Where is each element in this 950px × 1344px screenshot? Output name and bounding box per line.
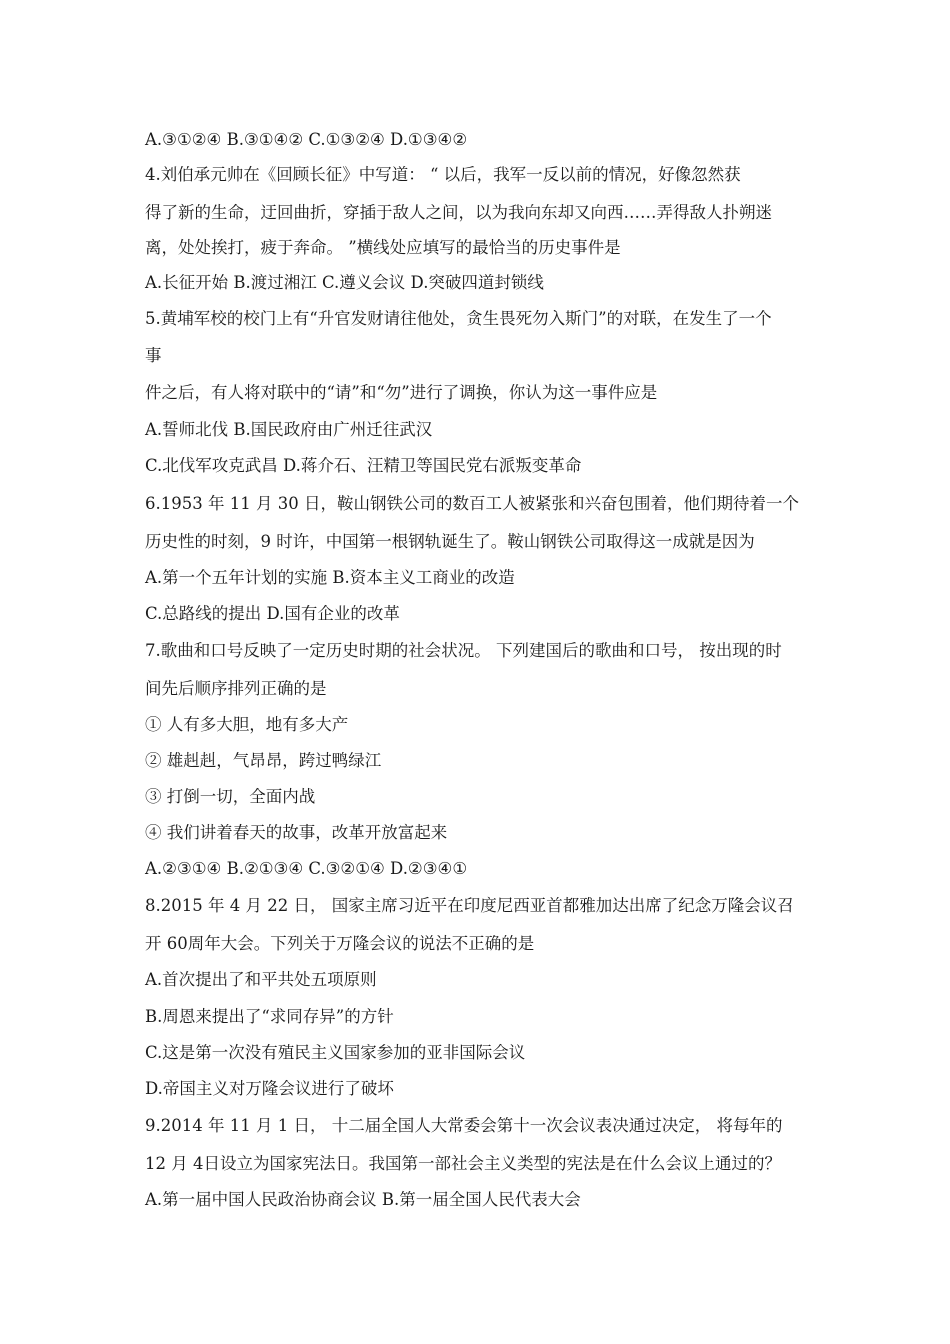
- text-line: 开 60周年大会。下列关于万隆会议的说法不正确的是: [145, 934, 535, 953]
- text-line: A.②③①④ B.②①③④ C.③②①④ D.②③④①: [145, 859, 468, 878]
- text-line: A.③①②④ B.③①④② C.①③②④ D.①③④②: [145, 130, 468, 149]
- text-line: 得了新的生命，迂回曲折，穿插于敌人之间，以为我向东却又向西……弄得敌人扑朔迷: [145, 203, 772, 222]
- text-line: C.北伐军攻克武昌 D.蒋介石、汪精卫等国民党右派叛变革命: [145, 456, 582, 475]
- text-line: A.首次提出了和平共处五项原则: [145, 970, 377, 989]
- text-line: 6.1953 年 11 月 30 日，鞍山钢铁公司的数百工人被紧张和兴奋包围着，他们期待着一个: [145, 494, 799, 513]
- text-line: ③ 打倒一切，全面内战: [145, 787, 316, 806]
- text-line: A.誓师北伐 B.国民政府由广州迁往武汉: [145, 420, 433, 439]
- text-line: A.第一个五年计划的实施 B.资本主义工商业的改造: [145, 568, 515, 587]
- text-line: 12 月 4日设立为国家宪法日。我国第一部社会主义类型的宪法是在什么会议上通过的？: [145, 1154, 781, 1173]
- text-line: A.第一届中国人民政治协商会议 B.第一届全国人民代表大会: [145, 1190, 581, 1209]
- text-line: ④ 我们讲着春天的故事，改革开放富起来: [145, 823, 448, 842]
- text-line: 事: [145, 346, 162, 365]
- text-line: C.总路线的提出 D.国有企业的改革: [145, 604, 400, 623]
- text-line: ② 雄赳赳，气昂昂，跨过鸭绿江: [145, 751, 382, 770]
- text-line: 4.刘伯承元帅在《回顾长征》中写道： “ 以后，我军一反以前的情况，好像忽然获: [145, 165, 741, 184]
- text-line: D.帝国主义对万隆会议进行了破坏: [145, 1079, 394, 1098]
- text-line: 8.2015 年 4 月 22 日， 国家主席习近平在印度尼西亚首都雅加达出席了纪念万隆会议召: [145, 896, 794, 915]
- text-line: B.周恩来提出了“求同存异”的方针: [145, 1007, 394, 1026]
- text-line: 历史性的时刻，9 时许，中国第一根钢轨诞生了。鞍山钢铁公司取得这一成就是因为: [145, 532, 755, 551]
- text-line: 7.歌曲和口号反映了一定历史时期的社会状况。 下列建国后的歌曲和口号， 按出现的时: [145, 641, 782, 660]
- text-line: A.长征开始 B.渡过湘江 C.遵义会议 D.突破四道封锁线: [145, 273, 544, 292]
- text-line: 5.黄埔军校的校门上有“升官发财请往他处，贪生畏死勿入斯门”的对联，在发生了一个: [145, 309, 772, 328]
- text-line: 件之后，有人将对联中的“请”和“勿”进行了调换，你认为这一事件应是: [145, 383, 658, 402]
- text-line: 间先后顺序排列正确的是: [145, 679, 327, 698]
- text-line: 离，处处挨打，疲于奔命。 ”横线处应填写的最恰当的历史事件是: [145, 238, 621, 257]
- text-line: ① 人有多大胆，地有多大产: [145, 715, 349, 734]
- text-line: C.这是第一次没有殖民主义国家参加的亚非国际会议: [145, 1043, 526, 1062]
- text-line: 9.2014 年 11 月 1 日， 十二届全国人大常委会第十一次会议表决通过决定， 将每年的: [145, 1116, 783, 1135]
